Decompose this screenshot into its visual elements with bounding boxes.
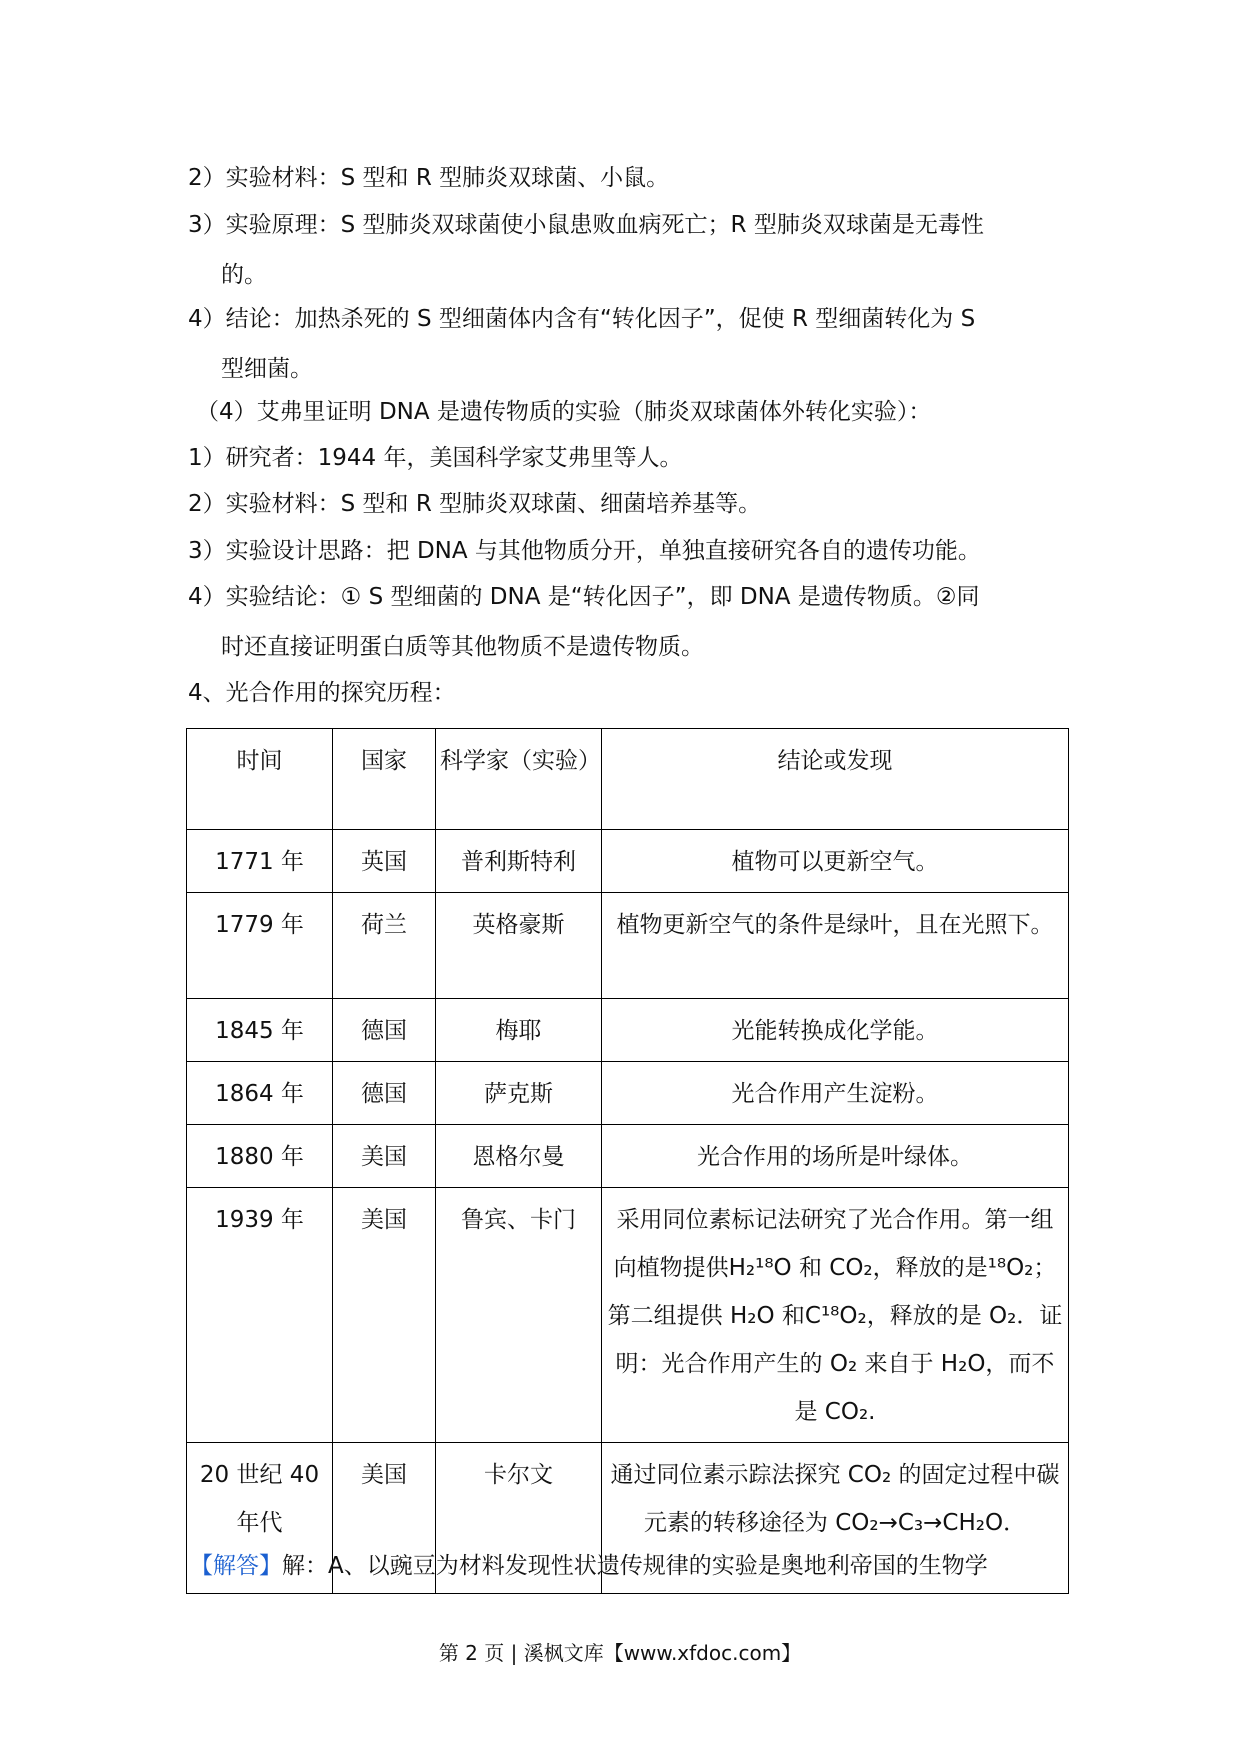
table-cell: 1864 年 bbox=[187, 1062, 333, 1125]
table-cell: 英格豪斯 bbox=[436, 893, 602, 999]
table-row bbox=[187, 1188, 1069, 1443]
table-row bbox=[187, 830, 1069, 893]
table-cell: 光合作用产生淀粉。 bbox=[602, 1062, 1069, 1125]
table-cell: 1939 年 bbox=[187, 1188, 333, 1443]
table-cell: 20 世纪 40 年代 bbox=[187, 1443, 333, 1594]
table-header-row bbox=[187, 729, 1069, 830]
text-line: 4）实验结论：① S 型细菌的 DNA 是“转化因子”，即 DNA 是遗传物质。②同 bbox=[188, 584, 980, 610]
table-cell: 荷兰 bbox=[333, 893, 436, 999]
table-row bbox=[187, 1062, 1069, 1125]
table-cell: 卡尔文 bbox=[436, 1443, 602, 1594]
text-line: 3）实验设计思路：把 DNA 与其他物质分开，单独直接研究各自的遗传功能。 bbox=[188, 538, 981, 564]
header-cell: 结论或发现 bbox=[602, 729, 1069, 830]
answer-line bbox=[190, 1551, 1070, 1581]
answer-text: 解：A、以豌豆为材料发现性状遗传规律的实验是奥地利帝国的生物学 bbox=[282, 1553, 988, 1579]
table-cell: 1771 年 bbox=[187, 830, 333, 893]
text-line: 3）实验原理：S 型肺炎双球菌使小鼠患败血病死亡；R 型肺炎双球菌是无毒性 bbox=[188, 212, 984, 238]
table-row bbox=[187, 893, 1069, 999]
table-cell: 美国 bbox=[333, 1443, 436, 1594]
header-cell: 国家 bbox=[333, 729, 436, 830]
table-cell: 1845 年 bbox=[187, 999, 333, 1062]
table-cell: 梅耶 bbox=[436, 999, 602, 1062]
table-cell: 美国 bbox=[333, 1188, 436, 1443]
table-cell: 1779 年 bbox=[187, 893, 333, 999]
text-line: 的。 bbox=[221, 262, 267, 288]
text-line: 4）结论：加热杀死的 S 型细菌体内含有“转化因子”，促使 R 型细菌转化为 S bbox=[188, 306, 976, 332]
header-cell: 科学家（实验） bbox=[436, 729, 602, 830]
table-cell: 光合作用的场所是叶绿体。 bbox=[602, 1125, 1069, 1188]
answer-tag: 【解答】 bbox=[190, 1553, 282, 1579]
table-cell: 英国 bbox=[333, 830, 436, 893]
table-cell: 1880 年 bbox=[187, 1125, 333, 1188]
table-cell: 植物可以更新空气。 bbox=[602, 830, 1069, 893]
table-cell: 通过同位素示踪法探究 CO₂ 的固定过程中碳元素的转移途径为 CO₂→C₃→CH₂O． bbox=[602, 1443, 1069, 1594]
table-cell: 德国 bbox=[333, 999, 436, 1062]
text-line: 型细菌。 bbox=[221, 356, 313, 382]
table-row bbox=[187, 1125, 1069, 1188]
photosynthesis-history-table bbox=[186, 728, 1069, 1594]
text-line: 1）研究者：1944 年，美国科学家艾弗里等人。 bbox=[188, 445, 683, 471]
table-cell: 鲁宾、卡门 bbox=[436, 1188, 602, 1443]
section-heading: 4、光合作用的探究历程： bbox=[188, 680, 456, 706]
text-line: （4）艾弗里证明 DNA 是遗传物质的实验（肺炎双球菌体外转化实验）： bbox=[196, 399, 932, 425]
table-cell: 光能转换成化学能。 bbox=[602, 999, 1069, 1062]
header-cell: 时间 bbox=[187, 729, 333, 830]
text-line: 时还直接证明蛋白质等其他物质不是遗传物质。 bbox=[221, 634, 704, 660]
table-row bbox=[187, 999, 1069, 1062]
table-cell: 萨克斯 bbox=[436, 1062, 602, 1125]
table-cell: 德国 bbox=[333, 1062, 436, 1125]
table-cell: 植物更新空气的条件是绿叶，且在光照下。 bbox=[602, 893, 1069, 999]
text-line: 2）实验材料：S 型和 R 型肺炎双球菌、细菌培养基等。 bbox=[188, 491, 762, 517]
table-cell: 恩格尔曼 bbox=[436, 1125, 602, 1188]
page-footer: 第 2 页 | 溪枫文库【www.xfdoc.com】 bbox=[438, 1641, 802, 1665]
table-cell: 普利斯特利 bbox=[436, 830, 602, 893]
table-cell: 采用同位素标记法研究了光合作用。第一组向植物提供H₂¹⁸O 和 CO₂，释放的是¹⁸O₂；第二组提供 H₂O 和C¹⁸O₂，释放的是 O₂．证明：光合作用产生的 O₂ 来自于 H₂O，而不是 CO₂. bbox=[602, 1188, 1069, 1443]
text-line: 2）实验材料：S 型和 R 型肺炎双球菌、小鼠。 bbox=[188, 165, 670, 191]
table-cell: 美国 bbox=[333, 1125, 436, 1188]
